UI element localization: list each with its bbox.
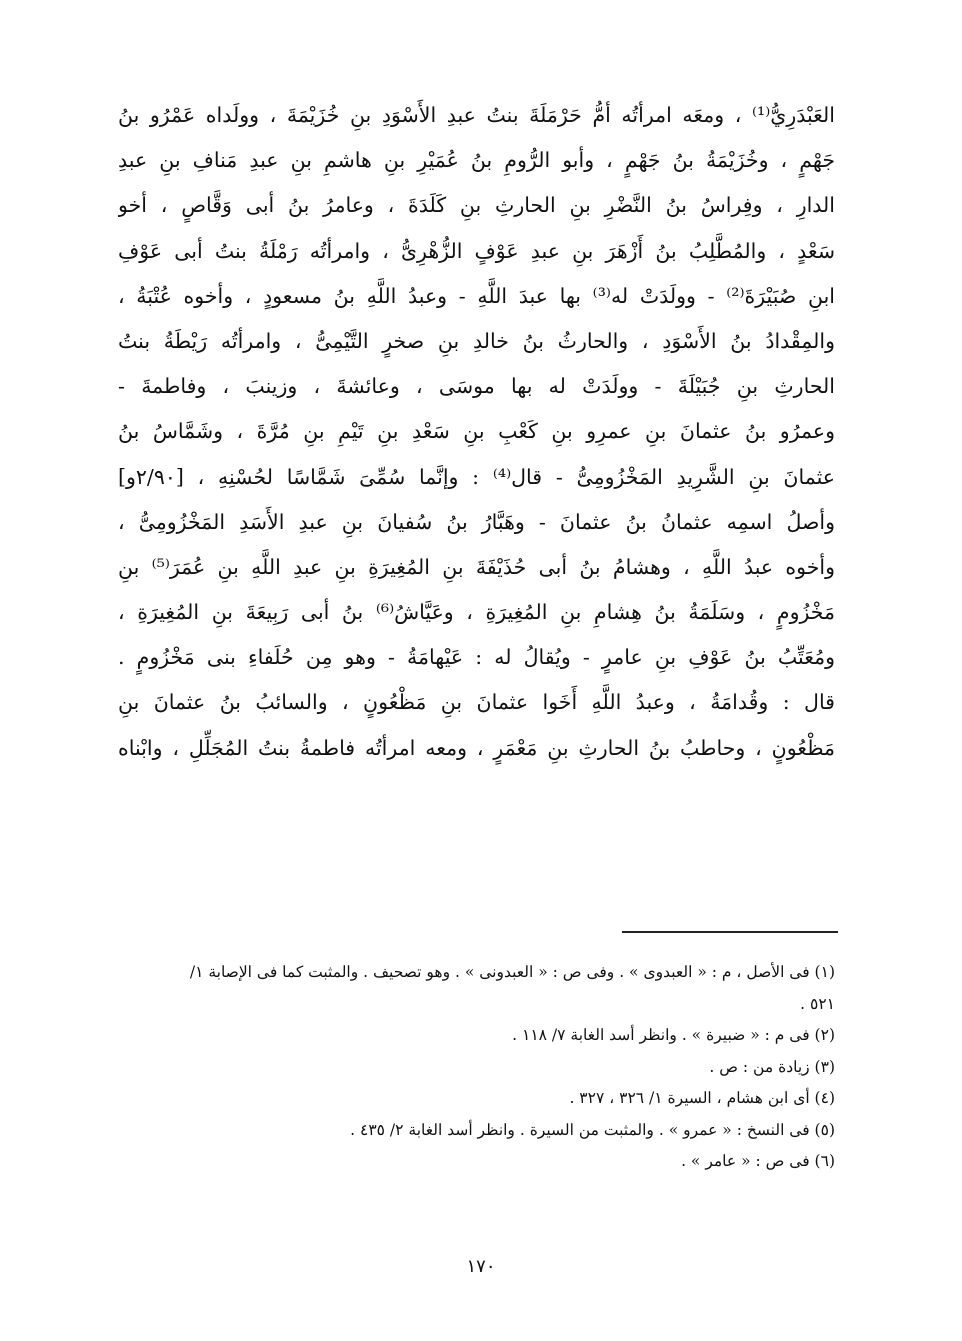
text-line: عثمانَ بنِ الشَّرِيدِ المَخْزُومِىُّ - قال⁽⁴⁾ : وإنَّما سُمِّىَ شَمَّاسًا لحُسْنِهِ ، [٢/٩٠و] (118, 464, 835, 489)
text-line: جَهْمٍ ، وخُزَيْمَةُ بنُ جَهْمٍ ، وأبو الرُّومِ بنُ عُمَيْرِ بنِ هاشمِ بنِ عبدِ مَنافِ بنِ عبدِ (118, 148, 835, 173)
text-line: مَظْعُونٍ ، وحاطبُ بنُ الحارثِ بنِ مَعْمَرٍ ، ومعه امرأتُه فاطمةُ بنتُ المُجَلِّلِ ، وابْناه (118, 735, 835, 760)
text-line: سَعْدٍ ، والمُطَّلِبُ بنُ أَزْهَرَ بنِ عبدِ عَوْفٍ الزُّهْرِىُّ ، وامرأتُه رَمْلَةُ بنتُ أبى عَوْفِ (118, 238, 835, 263)
footnote: (٦) فى ص : « عامر » . (681, 1152, 835, 1170)
text-line: الحارثِ بنِ جُبَيْلَةَ - وولَدَتْ له بها موسَى ، وعائشةَ ، وزينبَ ، وفاطمةَ - (118, 374, 835, 399)
main-text (118, 93, 835, 771)
footnote: (١) فى الأصل ، م : « العبدوى » . وفى ص : « العبدونى » . وهو تصحيف . والمثبت كما فى الإصابة ١/ (189, 963, 835, 981)
text-line: وعمرُو بنُ عثمانَ بنِ عمرِو بنِ كَعْبِ بنِ سَعْدِ بنِ تَيْمِ بنِ مُرَّةَ ، وشَمَّاسُ بنُ (118, 419, 835, 444)
text-line: ابنِ صُبَيْرَةَ⁽²⁾ - وولَدَتْ له⁽³⁾ بها عبدَ اللَّهِ - وعبدُ اللَّهِ بنُ مسعودٍ ، وأخوه عُتْبَةُ ، (118, 283, 835, 308)
text-line: وأصلُ اسمِه عثمانُ بنُ عثمانَ - وهَبَّارُ بنُ سُفيانَ بنِ عبدِ الأَسَدِ المَخْزُومِىُّ ، (118, 509, 835, 534)
text-line: قال : وقُدامَةُ ، وعبدُ اللَّهِ أَخَوا عثمانَ بنِ مَظْعُونٍ ، والسائبُ بنُ عثمانَ بنِ (118, 690, 835, 715)
footnote-continuation: ٥٢١ . (800, 994, 835, 1013)
text-line: ومُعَتِّبُ بنُ عَوْفِ بنِ عامرٍ - ويُقالُ له : عَيْهامَةُ - وهو مِن حُلَفاءِ بنى مَخْزُومٍ . (118, 645, 835, 670)
footnotes (118, 957, 835, 1178)
footnote: (٤) أى ابن هشام ، السيرة ١/ ٣٢٦ ، ٣٢٧ . (569, 1089, 835, 1107)
footnote: (٥) فى النسخ : « عمرو » . والمثبت من السيرة . وانظر أسد الغابة ٢/ ٤٣٥ . (350, 1120, 835, 1139)
text-line: مَخْزُومٍ ، وسَلَمَةُ بنُ هِشامِ بنِ المُغِيرَةِ ، وعَيَّاشُ⁽⁶⁾ بنُ أبى رَبِيعَةَ بنِ المُغِيرَةِ ، (118, 600, 835, 625)
text-line: وأخوه عبدُ اللَّهِ ، وهشامُ بنُ أبى حُذَيْفَةَ بنِ المُغِيرَةِ بنِ عبدِ اللَّهِ بنِ عُمَرَ⁽⁵⁾ بنِ (118, 554, 835, 579)
text-line: الدارِ ، وفِراسُ بنُ النَّضْرِ بنِ الحارثِ بنِ كَلَدَةَ ، وعامرُ بنُ أبى وَقَّاصٍ ، أخو (118, 193, 835, 218)
text-line: والمِقْدادُ بنُ الأَسْوَدِ ، والحارثُ بنُ خالدِ بنِ صخرٍ التَّيْمِىُّ ، وامرأتُه رَيْطَةُ بنتُ (118, 328, 835, 353)
page-number: ١٧٠ (466, 1256, 496, 1277)
text-line: العَبْدَرِيُّ⁽¹⁾ ، ومعَه امرأتُه أمُّ حَرْمَلَةَ بنتُ عبدِ الأَسْوَدِ بنِ خُزَيْمَةَ ، وولَداه عَمْرُو بنُ (118, 103, 835, 127)
footnote: (٣) زيادة من : ص . (709, 1057, 835, 1076)
footnote-separator (622, 931, 838, 933)
footnote: (٢) فى م : « ضبيرة » . وانظر أسد الغابة ٧/ ١١٨ . (512, 1026, 835, 1044)
